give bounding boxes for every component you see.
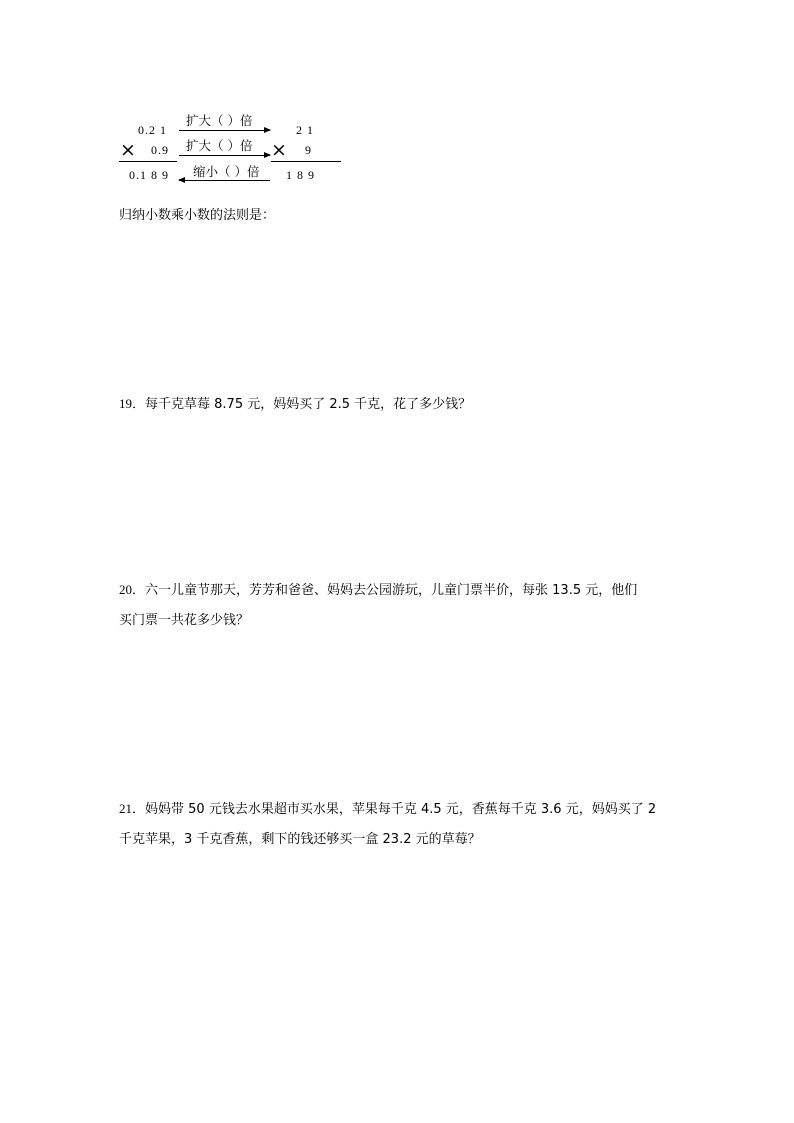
right-factor-1: 2 1 — [296, 123, 314, 137]
question-number: 19． — [119, 396, 146, 411]
right-arrow-icon — [179, 130, 270, 131]
left-factor-1: 0.2 1 — [138, 123, 167, 137]
arrow-label-enlarge-1: 扩大（ ）倍 — [186, 113, 253, 128]
question-number: 21． — [119, 801, 146, 816]
left-arrow-icon — [179, 180, 270, 181]
right-times-icon: × — [271, 139, 287, 161]
question-number: 20． — [119, 582, 146, 597]
right-result-line — [271, 161, 341, 162]
question-21 — [119, 796, 656, 853]
left-times-icon: × — [120, 139, 136, 161]
left-product: 0.1 8 9 — [129, 168, 169, 182]
right-factor-2: 9 — [305, 143, 312, 157]
question-text-line-1: 六一儿童节那天，芳芳和爸爸、妈妈去公园游玩，儿童门票半价，每张 13.5 元，他们 — [145, 583, 638, 598]
question-text-line-2: 千克苹果，3 千克香蕉，剩下的钱还够买一盒 23.2 元的草莓？ — [119, 832, 481, 847]
rule-prompt: 归纳小数乘小数的法则是： — [119, 208, 276, 223]
right-arrow-icon — [179, 155, 270, 156]
question-text-line-2: 买门票一共花多少钱？ — [119, 613, 250, 628]
arrow-label-shrink: 缩小（ ）倍 — [193, 164, 260, 179]
question-19 — [119, 391, 471, 418]
question-20 — [119, 577, 637, 634]
right-product: 1 8 9 — [286, 168, 315, 182]
left-result-line — [119, 161, 177, 162]
left-factor-2: 0.9 — [151, 143, 169, 157]
question-text-line-1: 妈妈带 50 元钱去水果超市买水果，苹果每千克 4.5 元，香蕉每千克 3.6 元，妈妈买了 2 — [145, 802, 657, 817]
question-text: 每千克草莓 8.75 元，妈妈买了 2.5 千克，花了多少钱？ — [145, 397, 472, 412]
arrow-label-enlarge-2: 扩大（ ）倍 — [186, 138, 253, 153]
